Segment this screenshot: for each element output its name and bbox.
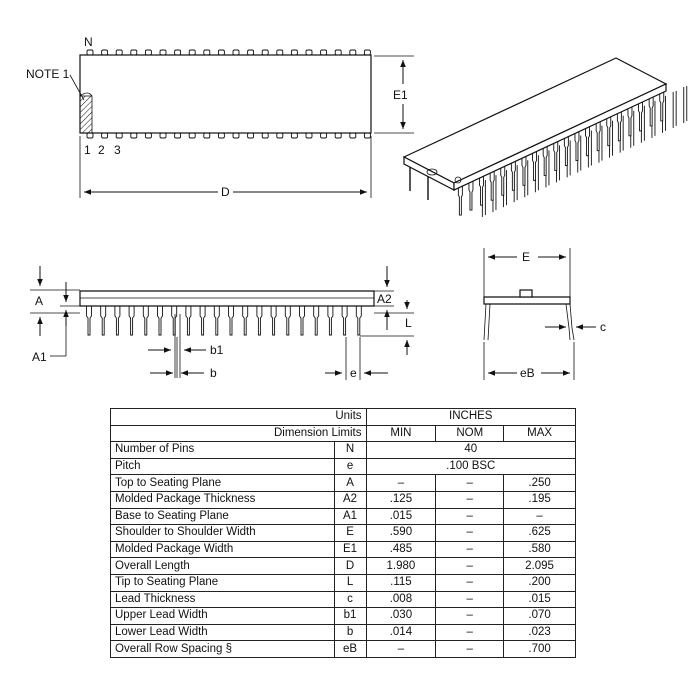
top-view-pin — [116, 133, 122, 138]
nom-header: NOM — [436, 425, 504, 442]
side-view-lead — [200, 306, 205, 335]
isometric-front-lead — [564, 137, 568, 166]
dimension-name: Overall Length — [111, 558, 335, 575]
dimension-max: .625 — [504, 525, 576, 542]
dimension-name: Shoulder to Shoulder Width — [111, 525, 335, 542]
dimension-max: .195 — [504, 491, 576, 508]
top-view-pin — [364, 50, 370, 55]
dimension-symbol: A — [334, 475, 366, 492]
top-view — [26, 35, 414, 199]
dimension-symbol: E1 — [334, 541, 366, 558]
side-view-lead — [356, 306, 361, 335]
dimension-max: – — [504, 508, 576, 525]
dimension-nom: – — [436, 641, 504, 658]
isometric-front-lead — [617, 112, 621, 141]
top-view-pin — [102, 133, 108, 138]
dimension-symbol: D — [334, 558, 366, 575]
side-view-lead — [87, 306, 92, 335]
dimension-symbol: eB — [334, 641, 366, 658]
isometric-front-lead — [586, 127, 590, 156]
note-label: NOTE 1 — [26, 67, 70, 81]
top-view-pin — [189, 133, 195, 138]
E-label: E — [522, 250, 531, 264]
dimension-symbol: b — [334, 624, 366, 641]
dimension-min: .125 — [366, 491, 436, 508]
dimension-nom: – — [436, 624, 504, 641]
top-view-pin — [321, 133, 327, 138]
isometric-front-lead — [554, 141, 558, 170]
table-row — [111, 558, 576, 575]
end-view-left-lead — [484, 304, 490, 340]
b-label: b — [210, 366, 217, 380]
end-view-body — [484, 297, 570, 304]
dimension-min: .030 — [366, 608, 436, 625]
dimension-value: 40 — [366, 442, 575, 459]
dimension-symbol: A1 — [334, 508, 366, 525]
top-view-body — [80, 55, 371, 133]
dimension-name: Molded Package Width — [111, 541, 335, 558]
top-view-pin — [350, 50, 356, 55]
dimension-name: Lower Lead Width — [111, 624, 335, 641]
side-view-lead — [129, 306, 134, 335]
dimension-nom: – — [436, 475, 504, 492]
e-label: e — [350, 366, 357, 380]
top-view-pin — [233, 133, 239, 138]
dimension-max: .700 — [504, 641, 576, 658]
top-view-pin — [321, 50, 327, 55]
top-view-upper-pins — [87, 50, 370, 55]
eB-label: eB — [520, 366, 535, 380]
isometric-view — [404, 58, 687, 217]
top-view-lower-pins — [87, 133, 370, 138]
top-view-pin — [291, 50, 297, 55]
top-view-pin — [306, 50, 312, 55]
a2-label: A2 — [377, 292, 392, 306]
dimension-min: .015 — [366, 508, 436, 525]
side-view-body — [80, 291, 374, 306]
isometric-front-lead — [469, 181, 473, 210]
pin-number-3: 3 — [114, 143, 121, 157]
top-view-pin — [175, 133, 181, 138]
table-row — [111, 574, 576, 591]
side-view-pins — [87, 306, 362, 335]
isometric-front-lead — [480, 176, 484, 205]
dimension-symbol: e — [334, 458, 366, 475]
table-row — [111, 508, 576, 525]
dimension-nom: – — [436, 491, 504, 508]
dimension-name: Tip to Seating Plane — [111, 574, 335, 591]
isometric-front-lead — [596, 122, 600, 151]
side-view-lead — [342, 306, 347, 335]
table-row — [111, 608, 576, 625]
dimension-symbol: c — [334, 591, 366, 608]
dimension-min: .014 — [366, 624, 436, 641]
top-view-pin — [248, 50, 254, 55]
c-label: c — [600, 320, 606, 334]
max-header: MAX — [504, 425, 576, 442]
dimension-min: .485 — [366, 541, 436, 558]
top-view-pin — [350, 133, 356, 138]
side-view-lead — [115, 306, 120, 335]
isometric-front-lead — [522, 156, 526, 185]
min-header: MIN — [366, 425, 436, 442]
dimension-min: .008 — [366, 591, 436, 608]
side-view — [30, 266, 414, 380]
dimension-max: .023 — [504, 624, 576, 641]
dimension-symbol: L — [334, 574, 366, 591]
pin-number-1: 1 — [84, 143, 91, 157]
isometric-front-lead — [458, 186, 462, 215]
side-view-lead — [158, 306, 163, 335]
end-view-mold-top — [520, 290, 532, 297]
top-view-pin — [218, 50, 224, 55]
dimension-name: Lead Thickness — [111, 591, 335, 608]
dimension-nom: – — [436, 558, 504, 575]
dimension-max: .200 — [504, 574, 576, 591]
dimension-min: .590 — [366, 525, 436, 542]
top-view-pin — [102, 50, 108, 55]
dimension-min: 1.980 — [366, 558, 436, 575]
dimension-nom: – — [436, 608, 504, 625]
dimension-table — [110, 408, 576, 658]
isometric-back-lead — [684, 86, 687, 123]
side-view-lead — [328, 306, 333, 335]
dimension-nom: – — [436, 574, 504, 591]
top-view-pin — [160, 50, 166, 55]
dimension-name: Overall Row Spacing § — [111, 641, 335, 658]
side-view-lead — [271, 306, 276, 335]
top-view-pin — [262, 50, 268, 55]
dimension-name: Base to Seating Plane — [111, 508, 335, 525]
units-value: INCHES — [366, 409, 575, 426]
top-view-pin — [262, 133, 268, 138]
side-view-lead — [285, 306, 290, 335]
top-view-pin — [131, 133, 137, 138]
side-view-lead — [101, 306, 106, 335]
table-row — [111, 458, 576, 475]
dimension-name: Pitch — [111, 458, 335, 475]
isometric-front-lead — [543, 146, 547, 175]
side-view-lead — [214, 306, 219, 335]
d-label: D — [221, 185, 230, 199]
side-view-lead — [300, 306, 305, 335]
dimension-value: .100 BSC — [366, 458, 575, 475]
dimension-nom: – — [436, 591, 504, 608]
top-view-pin — [218, 133, 224, 138]
dimension-nom: – — [436, 541, 504, 558]
top-view-pin — [277, 50, 283, 55]
top-view-pin — [277, 133, 283, 138]
isometric-front-lead — [607, 117, 611, 146]
pin1-notch-hatch — [80, 96, 92, 133]
table-header-units — [111, 409, 576, 426]
a-label: A — [35, 294, 44, 308]
top-view-pin — [291, 133, 297, 138]
isometric-front-lead — [533, 151, 537, 180]
table-row — [111, 475, 576, 492]
isometric-front-lead — [575, 132, 579, 161]
dimension-max: .015 — [504, 591, 576, 608]
e1-label: E1 — [393, 88, 408, 102]
dimension-symbol: A2 — [334, 491, 366, 508]
top-view-pin — [131, 50, 137, 55]
side-view-lead — [143, 306, 148, 335]
dimension-min: .115 — [366, 574, 436, 591]
side-view-lead — [243, 306, 248, 335]
isometric-front-lead — [639, 102, 643, 131]
table-row — [111, 442, 576, 459]
side-view-lead — [172, 306, 177, 335]
pin-number-2: 2 — [98, 143, 105, 157]
top-view-pin — [335, 133, 341, 138]
dimension-name: Molded Package Thickness — [111, 491, 335, 508]
dimension-symbol: E — [334, 525, 366, 542]
isometric-front-lead — [511, 161, 515, 190]
top-view-pin — [145, 50, 151, 55]
side-view-lead — [186, 306, 191, 335]
end-view-right-lead — [566, 304, 574, 340]
top-view-pin — [306, 133, 312, 138]
table-row — [111, 624, 576, 641]
dimension-nom: – — [436, 508, 504, 525]
isometric-front-lead — [628, 107, 632, 136]
top-view-pin — [116, 50, 122, 55]
table-row — [111, 491, 576, 508]
dimension-symbol: b1 — [334, 608, 366, 625]
dimension-name: Top to Seating Plane — [111, 475, 335, 492]
top-view-pin — [87, 50, 93, 55]
table-row — [111, 525, 576, 542]
dimension-name: Number of Pins — [111, 442, 335, 459]
b1-label: b1 — [210, 343, 224, 357]
dimension-max: 2.095 — [504, 558, 576, 575]
dimension-max: .070 — [504, 608, 576, 625]
table-row — [111, 641, 576, 658]
top-view-pin — [335, 50, 341, 55]
side-view-lead — [257, 306, 262, 335]
top-view-pin — [175, 50, 181, 55]
limits-label: Dimension Limits — [111, 425, 367, 442]
isometric-front-lead — [660, 92, 664, 121]
a1-label: A1 — [32, 350, 47, 364]
dimension-symbol: N — [334, 442, 366, 459]
top-view-pin — [189, 50, 195, 55]
end-view — [484, 248, 606, 380]
l-label: L — [405, 316, 412, 330]
dimension-nom: – — [436, 525, 504, 542]
pin-count-marker: N — [84, 35, 93, 49]
table-row — [111, 591, 576, 608]
dimension-min: – — [366, 475, 436, 492]
table-header-limits — [111, 425, 576, 442]
top-view-pin — [248, 133, 254, 138]
side-view-lead — [314, 306, 319, 335]
top-view-pin — [145, 133, 151, 138]
top-view-pin — [364, 133, 370, 138]
top-view-pin — [160, 133, 166, 138]
side-view-lead — [229, 306, 234, 335]
isometric-front-lead — [490, 171, 494, 200]
isometric-front-lead — [649, 97, 653, 126]
top-view-pin — [204, 50, 210, 55]
units-label: Units — [111, 409, 367, 426]
top-view-pin — [87, 133, 93, 138]
dimension-max: .250 — [504, 475, 576, 492]
dimension-min: – — [366, 641, 436, 658]
top-view-pin — [233, 50, 239, 55]
isometric-front-lead — [501, 166, 505, 195]
top-view-pin — [204, 133, 210, 138]
table-row — [111, 541, 576, 558]
dimension-name: Upper Lead Width — [111, 608, 335, 625]
dimension-max: .580 — [504, 541, 576, 558]
isometric-back-lead — [673, 91, 676, 128]
